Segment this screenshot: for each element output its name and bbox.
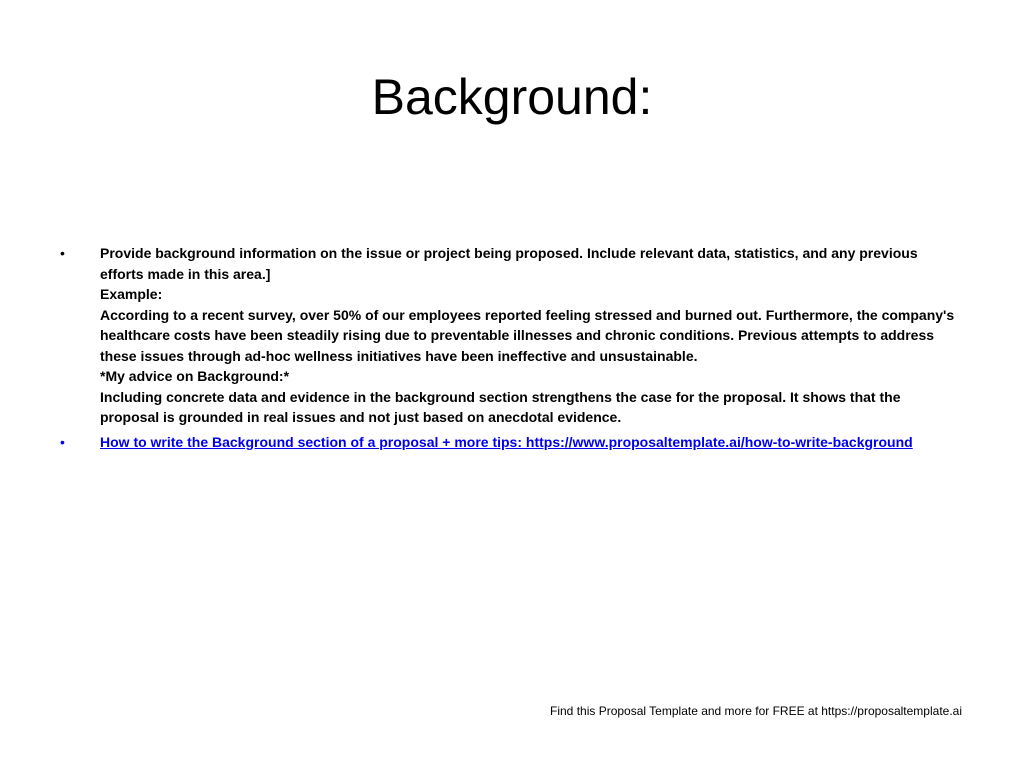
example-label: Example: — [100, 286, 163, 302]
background-guide-link[interactable]: How to write the Background section of a proposal + more tips: https://www.proposaltemplate.ai/how-to-write-background — [100, 433, 913, 450]
bullet-marker: • — [60, 433, 65, 450]
slide-title: Background: — [371, 69, 653, 125]
bullet-item-instructions — [60, 243, 960, 428]
bullet-list — [60, 243, 960, 456]
bullet-item-link — [60, 432, 960, 453]
instructions-text: Provide background information on the issue or project being proposed. Include relevant data, statistics, and any previous efforts made in this area.] — [100, 245, 918, 282]
advice-label: *My advice on Background:* — [100, 368, 290, 384]
bullet-marker: • — [60, 245, 65, 261]
footer-text: Find this Proposal Template and more for FREE at https://proposaltemplate.ai — [550, 704, 962, 718]
example-text: According to a recent survey, over 50% of our employees reported feeling stressed and burned out. Furthermore, the company's healthcare costs have been steadily rising due to preventable illnesses and chronic conditions. Previous attempts to address these issues through ad-hoc wellness initiatives have been ineffective and unsustainable. — [100, 306, 955, 364]
advice-text: Including concrete data and evidence in the background section strengthens the case for the proposal. It shows that the proposal is grounded in real issues and not just based on anecdotal evidence. — [100, 388, 901, 425]
